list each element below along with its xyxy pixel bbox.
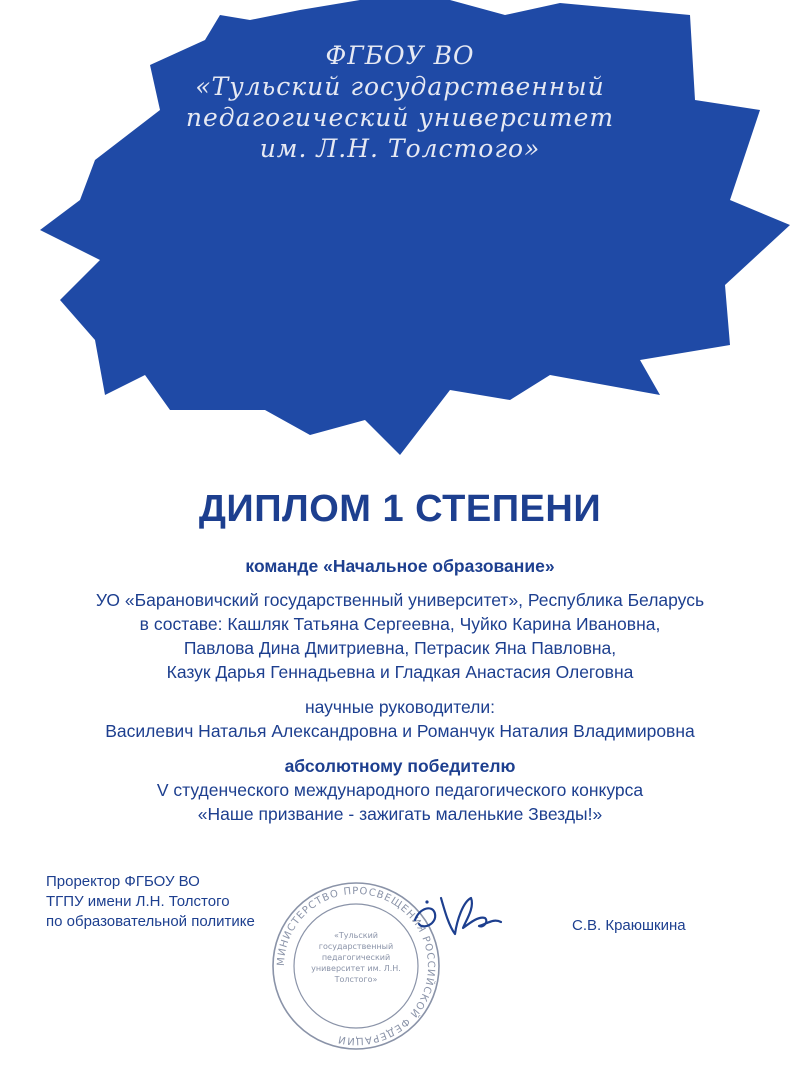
handwritten-signature: [405, 878, 515, 948]
supervisors-names: Василевич Наталья Александровна и Романчук Наталия Владимировна: [105, 721, 695, 741]
header-line-3: педагогический университет: [185, 103, 615, 132]
members-line-4: Казук Дарья Геннадьевна и Гладкая Анастасия Олеговна: [166, 662, 634, 682]
header-line-4: им. Л.Н. Толстого»: [259, 134, 541, 163]
stamp-outer-text: МИНИСТЕРСТВО ПРОСВЕЩЕНИЯ РОССИЙСКОЙ ФЕДЕРАЦИИ: [275, 885, 437, 1047]
members-line-2: в составе: Кашляк Татьяна Сергеевна, Чуйко Карина Ивановна,: [139, 614, 661, 634]
signatory-line-2: ТГПУ имени Л.Н. Толстого: [46, 893, 230, 910]
supervisors-label: научные руководители:: [304, 697, 496, 717]
contest-line-1: V студенческого международного педагогического конкурса: [156, 780, 644, 800]
signatory-title: [46, 872, 255, 932]
members-line-1: УО «Барановичский государственный университет», Республика Беларусь: [95, 590, 705, 610]
signatory-line-1: Проректор ФГБОУ ВО: [46, 873, 200, 890]
header-line-2: «Тульский государственный: [195, 72, 605, 101]
contest-line-2: «Наше призвание - зажигать маленькие Звезды!»: [197, 804, 603, 824]
signatory-name: С.В. Краюшкина: [572, 917, 686, 934]
signatory-line-3: по образовательной политике: [46, 913, 255, 930]
header-line-1: ФГБОУ ВО: [325, 41, 475, 70]
members-line-3: Павлова Дина Дмитриевна, Петрасик Яна Павловна,: [183, 638, 617, 658]
team-line: команде «Начальное образование»: [245, 556, 555, 576]
diploma-title: ДИПЛОМ 1 СТЕПЕНИ: [198, 488, 602, 530]
stamp-inner-text: «Тульский государственный педагогический университет им. Л.Н. Толстого»: [311, 931, 401, 984]
university-header: [180, 40, 620, 164]
award-line: абсолютному победителю: [284, 756, 516, 776]
